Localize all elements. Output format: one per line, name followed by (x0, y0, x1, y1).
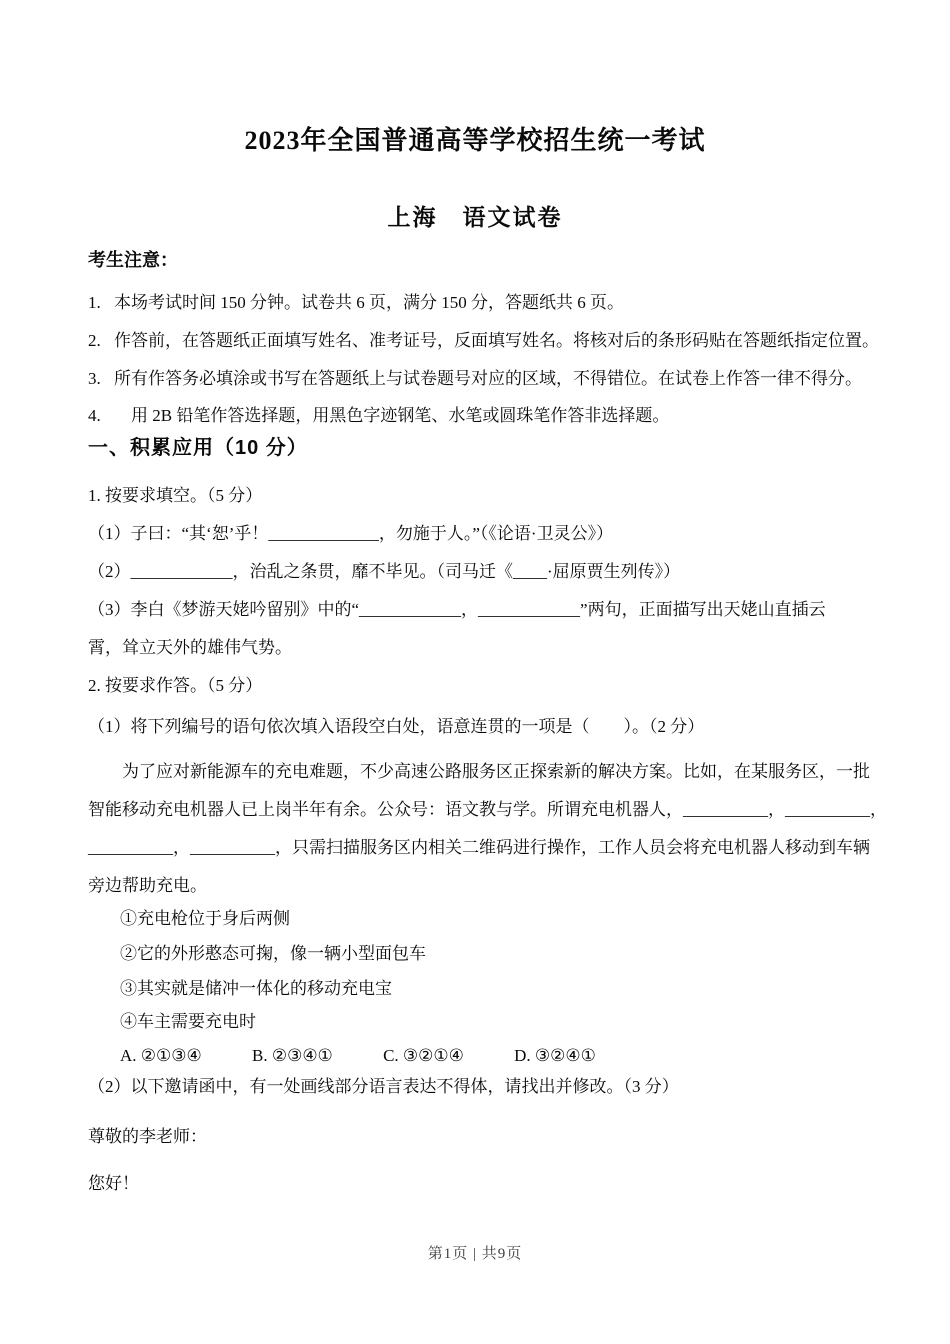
option-b: B. ②③④① (252, 1046, 333, 1065)
fill-blank-item-3: （3）李白《梦游天姥吟留别》中的“____________，____________”两句，正面描写出天姥山直插云 (88, 600, 826, 619)
option-d: D. ③②④① (514, 1046, 596, 1065)
numbered-clause-2: ②它的外形憨态可掬，像一辆小型面包车 (120, 944, 426, 963)
letter-greeting: 您好！ (88, 1174, 139, 1193)
passage-line: 智能移动充电机器人已上岗半年有余。公众号：语文教与学。所谓充电机器人，__________，__________， (88, 800, 887, 819)
notice-item (88, 405, 669, 426)
notice-item (88, 330, 879, 351)
letter-salutation: 尊敬的李老师： (88, 1127, 207, 1146)
passage-line: 为了应对新能源车的充电难题，不少高速公路服务区正探索新的解决方案。比如，在某服务区，一批 (122, 762, 870, 781)
fill-blank-item-3-continued: 霄，耸立天外的雄伟气势。 (88, 638, 292, 657)
choice-options-row (120, 1045, 642, 1066)
notice-text: 所有作答务必填涂或书写在答题纸上与试卷题号对应的区域，不得错位。在试卷上作答一律不得分。 (114, 369, 862, 388)
numbered-clause-1: ①充电枪位于身后两侧 (120, 909, 290, 928)
option-c: C. ③②①④ (383, 1046, 464, 1065)
question-2-sub1: （1）将下列编号的语句依次填入语段空白处，语意连贯的一项是（ ）。（2 分） (88, 717, 705, 736)
notice-number: 3. (88, 369, 101, 388)
notice-label: 考生注意： (88, 250, 178, 270)
notice-text: 用 2B 铅笔作答选择题，用黑色字迹钢笔、水笔或圆珠笔作答非选择题。 (114, 406, 670, 425)
passage-line: __________，__________，只需扫描服务区内相关二维码进行操作，工作人员会将充电机器人移动到车辆 (88, 838, 870, 857)
notice-number: 1. (88, 293, 101, 312)
section-heading: 一、积累应用（10 分） (88, 437, 308, 459)
fill-blank-item-2: （2）____________，治乱之条贯，靡不毕见。（司马迁《____·屈原贾生列传》） (88, 562, 681, 581)
notice-number: 4. (88, 406, 101, 425)
notice-item (88, 292, 624, 313)
numbered-clause-4: ④车主需要充电时 (120, 1012, 256, 1031)
paper-title: 上海 语文试卷 (387, 205, 563, 230)
notice-text: 本场考试时间 150 分钟。试卷共 6 页，满分 150 分，答题纸共 6 页。 (114, 293, 624, 312)
question-2-sub2: （2）以下邀请函中，有一处画线部分语言表达不得体，请找出并修改。（3 分） (88, 1077, 679, 1096)
question-1-title: 1. 按要求填空。（5 分） (88, 486, 263, 505)
passage-line: 旁边帮助充电。 (88, 876, 207, 895)
notice-text: 作答前，在答题纸正面填写姓名、准考证号，反面填写姓名。将核对后的条形码贴在答题纸指定位置。 (114, 331, 879, 350)
question-2-title: 2. 按要求作答。（5 分） (88, 676, 263, 695)
fill-blank-item-1: （1）子曰：“其‘恕’乎！_____________，勿施于人。”（《论语·卫灵公》） (88, 524, 614, 543)
option-a: A. ②①③④ (120, 1046, 202, 1065)
notice-item (88, 368, 862, 389)
numbered-clause-3: ③其实就是储冲一体化的移动充电宝 (120, 979, 392, 998)
page-footer: 第1页 | 共9页 (427, 1246, 523, 1262)
notice-number: 2. (88, 331, 101, 350)
exam-title: 2023年全国普通高等学校招生统一考试 (244, 126, 706, 155)
